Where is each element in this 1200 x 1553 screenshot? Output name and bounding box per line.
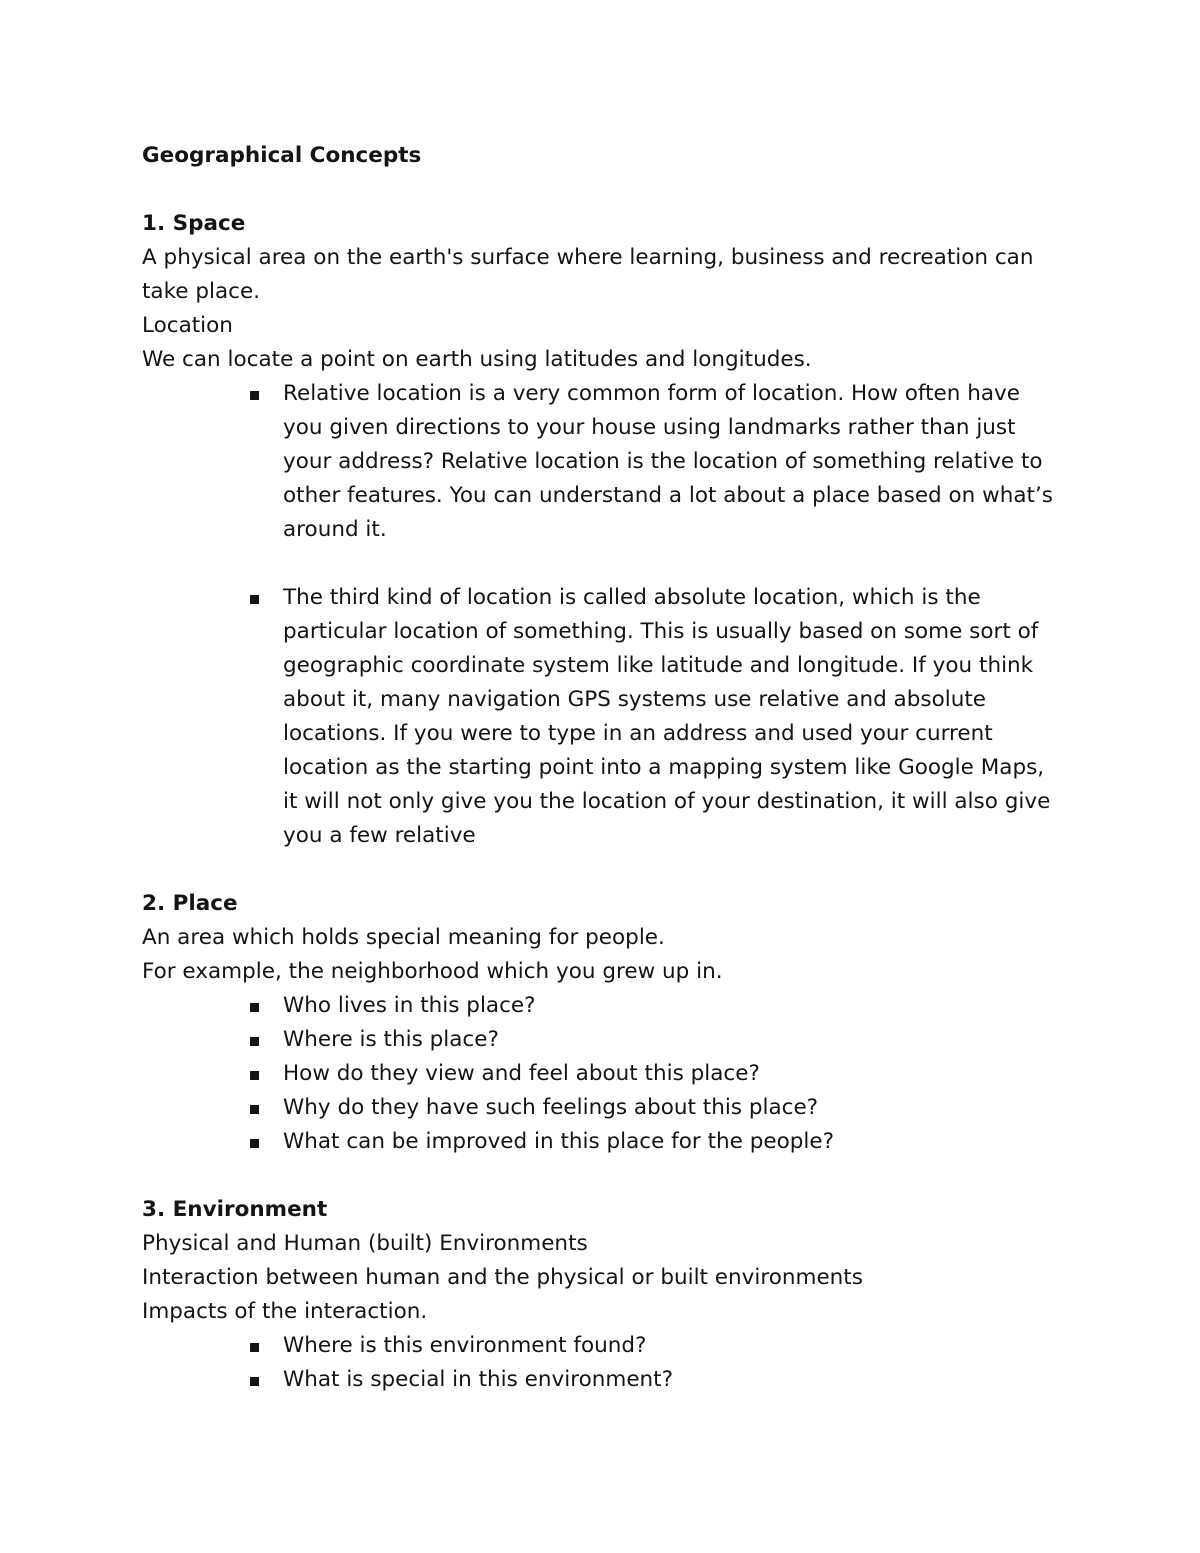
document-page (142, 139, 1072, 1397)
list-item (142, 1023, 1072, 1057)
list-item-text: Relative location is a very common form of location. How often have you given directions to your house using landmarks rather than just your address? Relative location is the location of something relative to other features. You can understand a lot about a place based on what’s around it. (283, 381, 1053, 542)
list-item (142, 1329, 1072, 1363)
section-subheading: Location (142, 313, 233, 338)
section-definition: A physical area on the earth's surface where learning, business and recreation can take place. (142, 245, 1034, 304)
list-item-text: How do they view and feel about this place? (283, 1061, 760, 1086)
list-item (142, 581, 1072, 853)
section-definition: An area which holds special meaning for people. (142, 925, 665, 950)
document-title: Geographical Concepts (142, 143, 422, 168)
section-heading: 3. Environment (142, 1197, 328, 1222)
square-bullet-icon (250, 1105, 259, 1114)
bullet-list (142, 377, 1072, 853)
list-item (142, 989, 1072, 1023)
list-item (142, 1057, 1072, 1091)
section-place (142, 887, 1072, 1159)
list-item-text: Where is this environment found? (283, 1333, 647, 1358)
list-item-text: What can be improved in this place for the people? (283, 1129, 834, 1154)
spacer (142, 853, 1072, 887)
section-space (142, 207, 1072, 853)
section-environment (142, 1193, 1072, 1397)
section-line: Impacts of the interaction. (142, 1299, 428, 1324)
list-item-text: What is special in this environment? (283, 1367, 674, 1392)
spacer (142, 1159, 1072, 1193)
section-subtext: We can locate a point on earth using latitudes and longitudes. (142, 347, 812, 372)
list-item-text: Where is this place? (283, 1027, 499, 1052)
list-item (142, 377, 1072, 547)
section-line: Physical and Human (built) Environments (142, 1231, 588, 1256)
section-line: Interaction between human and the physical or built environments (142, 1265, 863, 1290)
square-bullet-icon (250, 391, 259, 400)
section-heading: 1. Space (142, 211, 246, 236)
bullet-list (142, 1329, 1072, 1397)
square-bullet-icon (250, 1071, 259, 1080)
list-item-text: Why do they have such feelings about this place? (283, 1095, 819, 1120)
bullet-list (142, 989, 1072, 1159)
section-example: For example, the neighborhood which you grew up in. (142, 959, 723, 984)
list-item-text: The third kind of location is called absolute location, which is the particular location of something. This is usually based on some sort of geographic coordinate system like latitude and longitude. If you think about it, many navigation GPS systems use relative and absolute locations. If you were to type in an address and used your current location as the starting point into a mapping system like Google Maps, it will not only give you the location of your destination, it will also give you a few relative (283, 585, 1051, 848)
square-bullet-icon (250, 1037, 259, 1046)
list-item (142, 1125, 1072, 1159)
section-heading: 2. Place (142, 891, 238, 916)
square-bullet-icon (250, 1377, 259, 1386)
spacer (142, 173, 1072, 207)
list-item (142, 1363, 1072, 1397)
list-item (142, 1091, 1072, 1125)
square-bullet-icon (250, 1139, 259, 1148)
list-item-text: Who lives in this place? (283, 993, 536, 1018)
square-bullet-icon (250, 595, 259, 604)
square-bullet-icon (250, 1003, 259, 1012)
square-bullet-icon (250, 1343, 259, 1352)
